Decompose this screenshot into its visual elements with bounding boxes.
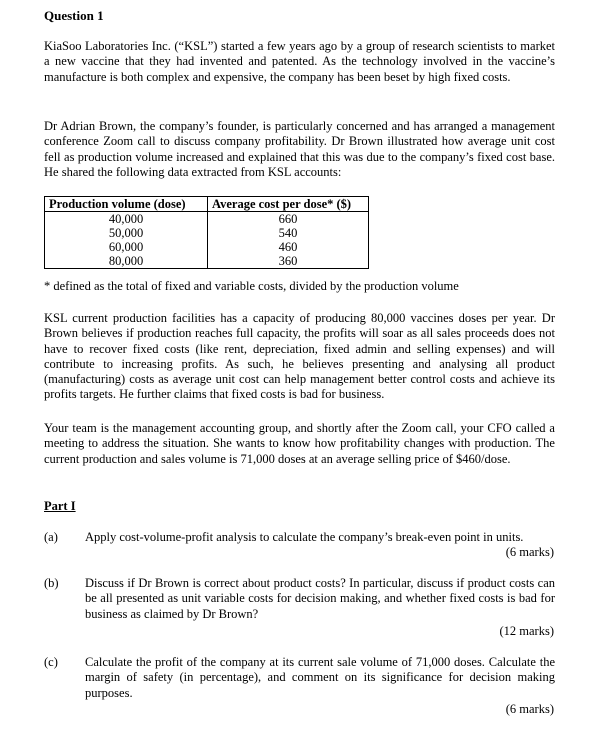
table-row [45,254,369,269]
paragraph-founder: Dr Adrian Brown, the company’s founder, is particularly concerned and has arranged a management conference Zoom call to discuss company profitability. Dr Brown illustrated how average unit cost fell as production volume increased and explained that this was due to the company’s fixed cost base. He shared the following data extracted from KSL accounts: [44,119,555,179]
table-row [45,212,369,227]
item-a-label: (a) [44,530,58,544]
table-cell-volume: 80,000 [45,254,208,269]
item-a-text: Apply cost-volume-profit analysis to calculate the company’s break-even point in units. [85,530,524,544]
table-header-row [45,197,369,212]
paragraph-cfo: Your team is the management accounting group, and shortly after the Zoom call, your CFO called a meeting to address the situation. She wants to know how profitability changes with production. The current production and sales volume is 71,000 doses at an average selling price of $460/dose. [44,421,555,466]
table-cell-cost: 660 [208,212,369,227]
item-b-marks: (12 marks) [499,624,554,638]
table-header-volume: Production volume (dose) [45,197,208,212]
item-c-label: (c) [44,655,58,669]
item-c-text: Calculate the profit of the company at its current sale volume of 71,000 doses. Calculate the margin of safety (in percentage), and comment on its significance for decision making purposes. [85,655,555,700]
table-cell-cost: 540 [208,226,369,240]
table-cell-cost: 360 [208,254,369,269]
table-row [45,226,369,240]
paragraph-capacity: KSL current production facilities has a capacity of producing 80,000 vaccines doses per year. Dr Brown believes if production reaches full capacity, the profits will soar as all sales proceeds does not have to recover fixed costs (like rent, depreciation, fixed admin and selling expenses) and will contribute to increasing profits. As such, he believes presenting and analysing all product (manufacturing) costs as average unit cost can help management better control costs and achieve its profits targets. He further claims that fixed costs is bad for business. [44,311,555,402]
table-cell-volume: 40,000 [45,212,208,227]
table-cell-volume: 60,000 [45,240,208,254]
cost-table [44,196,369,269]
paragraph-intro: KiaSoo Laboratories Inc. (“KSL”) started a few years ago by a group of research scientists to market a new vaccine that they had invented and patented. As the technology involved in the vaccine’s manufacture is both complex and expensive, the company has been beset by high fixed costs. [44,39,555,84]
part-label: Part I [44,499,76,513]
item-b-label: (b) [44,576,59,590]
table-footnote: * defined as the total of fixed and variable costs, divided by the production volume [44,279,459,293]
table-row [45,240,369,254]
question-title: Question 1 [44,8,104,23]
item-a-marks: (6 marks) [505,545,554,559]
table-cell-cost: 460 [208,240,369,254]
table-header-cost: Average cost per dose* ($) [208,197,369,212]
table-cell-volume: 50,000 [45,226,208,240]
item-c-marks: (6 marks) [505,702,554,716]
item-b-text: Discuss if Dr Brown is correct about product costs? In particular, discuss if product costs can be all presented as unit variable costs for decision making, and whether fixed costs is bad for business as claimed by Dr Brown? [85,576,555,621]
